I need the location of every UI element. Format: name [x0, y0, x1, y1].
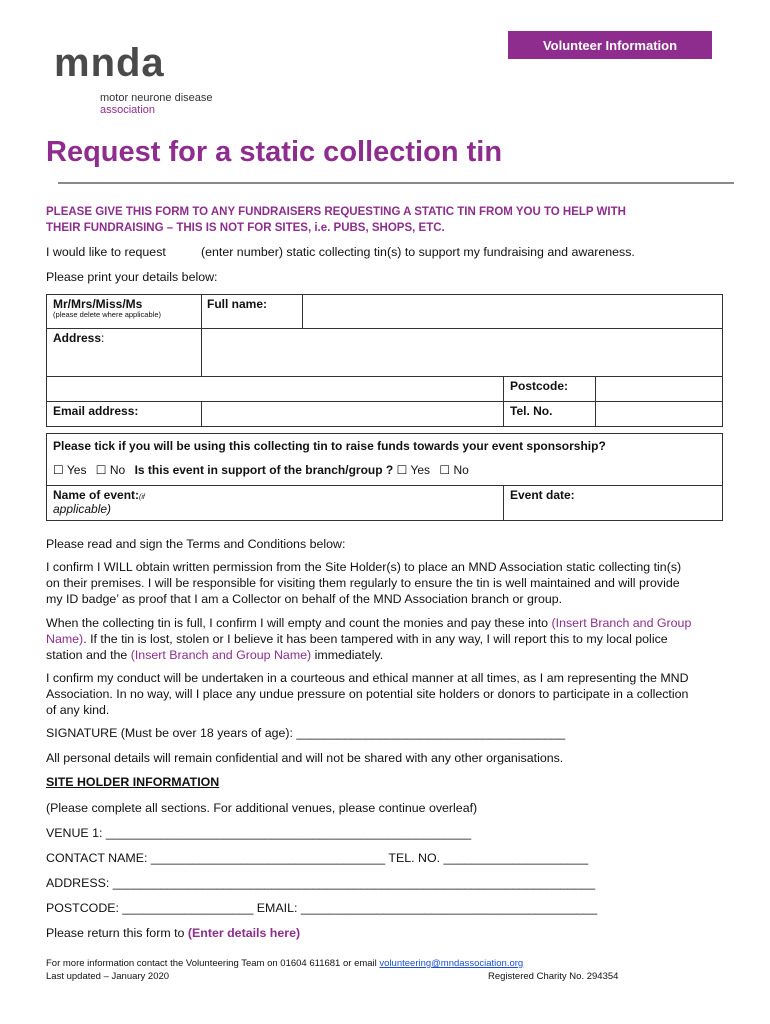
event-name-label [53, 488, 145, 502]
terms-2-line-3a: station and the [46, 648, 131, 662]
notice-line-2: THEIR FUNDRAISING – THIS IS NOT FOR SITES, i.e. PUBS, SHOPS, ETC. [46, 221, 445, 234]
insert-branch-placeholder-1b: Name) [46, 632, 84, 646]
event-name-field[interactable] [167, 486, 502, 519]
tel-label: Tel. No. [510, 404, 553, 418]
postcode-email-field[interactable]: POSTCODE: ___________________ EMAIL: ___________________________________________ [46, 901, 598, 915]
sponsorship-question: Please tick if you will be using this collecting tin to raise funds towards your event sponsorship? [53, 439, 606, 453]
event-date-label: Event date: [510, 488, 575, 502]
venue-field[interactable]: VENUE 1: _____________________________________________________ [46, 826, 472, 840]
mnda-logo [50, 41, 245, 119]
event-name-note-b: applicable) [53, 502, 112, 516]
logo-wordmark: mnda [54, 41, 165, 85]
footer-email-link[interactable]: volunteering@mndassociation.org [379, 958, 524, 969]
terms-paragraph-1 [46, 559, 681, 607]
email-label: Email address: [53, 404, 139, 418]
terms-1-line-2: on their premises. I will be responsible for visiting them regularly to ensure the tin is well maintained and will provide [46, 576, 680, 590]
terms-1-line-3: my ID badge’ as proof that I am a Collector on behalf of the MND Association branch or group. [46, 592, 563, 606]
site-holder-note: (Please complete all sections. For additional venues, please continue overleaf) [46, 801, 478, 815]
details-table [46, 294, 723, 427]
contact-field[interactable]: CONTACT NAME: __________________________________ TEL. NO. _____________________ [46, 851, 589, 865]
confidential-note: All personal details will remain confidential and will not be shared with any other organisations. [46, 751, 564, 765]
terms-1-line-1: I confirm I WILL obtain written permission from the Site Holder(s) to place an MND Association static collecting tin(s) [46, 560, 682, 574]
sponsorship-options [53, 463, 469, 477]
title-note: (please delete where applicable) [53, 310, 161, 319]
footer-charity: Registered Charity No. 294354 [488, 971, 619, 982]
title-label: Mr/Mrs/Miss/Ms [53, 297, 143, 311]
terms-3-line-3: of any kind. [46, 703, 110, 717]
footer-info-text: For more information contact the Volunteering Team on 01604 611681 or email [46, 958, 380, 969]
terms-intro: Please read and sign the Terms and Conditions below: [46, 537, 346, 551]
signature-line[interactable]: SIGNATURE (Must be over 18 years of age): _______________________________________ [46, 726, 566, 740]
footer-updated: Last updated – January 2020 [46, 971, 170, 982]
print-details-label: Please print your details below: [46, 270, 218, 284]
event-date-field[interactable] [587, 486, 721, 519]
logo-line-2: association [100, 104, 156, 116]
insert-branch-placeholder-2: (Insert Branch and Group Name) [130, 648, 312, 662]
page-title: Request for a static collection tin [46, 136, 503, 168]
logo-line-1: motor neurone disease [100, 92, 213, 104]
site-holder-heading: SITE HOLDER INFORMATION [46, 775, 220, 789]
terms-2-line-2: . If the tin is lost, stolen or I believe it has been tampered with in any way, I will report this to my local police [83, 632, 668, 646]
email-field[interactable] [202, 402, 502, 425]
footer-info [46, 958, 523, 969]
volunteer-information-badge: Volunteer Information [508, 31, 712, 59]
address-field[interactable] [202, 329, 721, 375]
postcode-field[interactable] [596, 377, 721, 400]
return-instructions [46, 925, 300, 941]
return-text: Please return this form to [46, 926, 188, 940]
title-divider [58, 182, 734, 184]
sponsorship-no-checkbox[interactable]: ☐ No [95, 463, 126, 477]
tel-field[interactable] [596, 402, 721, 425]
sponsorship-table [46, 433, 723, 521]
terms-3-line-1: I confirm my conduct will be undertaken in a courteous and ethical manner at all times, as I am representing the MND [46, 671, 689, 685]
request-line-right: (enter number) static collecting tin(s) to support my fundraising and awareness. [201, 245, 635, 259]
branch-question: Is this event in support of the branch/group ? [134, 463, 394, 477]
fullname-label: Full name: [207, 297, 268, 311]
address-label-text: Address [53, 331, 102, 345]
return-placeholder: (Enter details here) [187, 926, 301, 940]
insert-branch-placeholder-1: (Insert Branch and Group [551, 616, 692, 630]
notice-line-1: PLEASE GIVE THIS FORM TO ANY FUNDRAISERS REQUESTING A STATIC TIN FROM YOU TO HELP WITH [46, 206, 626, 218]
terms-2-line-1a: When the collecting tin is full, I confirm I will empty and count the monies and pay these into [46, 616, 552, 630]
fullname-field[interactable] [303, 296, 721, 327]
terms-paragraph-2 [46, 615, 691, 663]
event-name-label-text: Name of event: [53, 488, 140, 502]
branch-yes-checkbox[interactable]: ☐ Yes [396, 463, 431, 477]
terms-paragraph-3 [46, 670, 689, 718]
terms-3-line-2: Association. In no way, will I place any undue pressure on potential site holders or donors to participate in a collection [46, 687, 689, 701]
sponsorship-yes-checkbox[interactable]: ☐ Yes [53, 463, 87, 477]
postcode-label: Postcode: [510, 379, 569, 393]
event-name-note-a: (if [139, 494, 145, 501]
terms-2-line-3c: immediately. [311, 648, 384, 662]
branch-no-checkbox[interactable]: ☐ No [439, 463, 469, 477]
address-label-colon: : [101, 331, 105, 345]
request-line-left: I would like to request [46, 245, 166, 259]
site-address-field[interactable]: ADDRESS: ______________________________________________________________________ [46, 876, 596, 890]
address-label [53, 331, 104, 345]
notice [46, 205, 626, 236]
